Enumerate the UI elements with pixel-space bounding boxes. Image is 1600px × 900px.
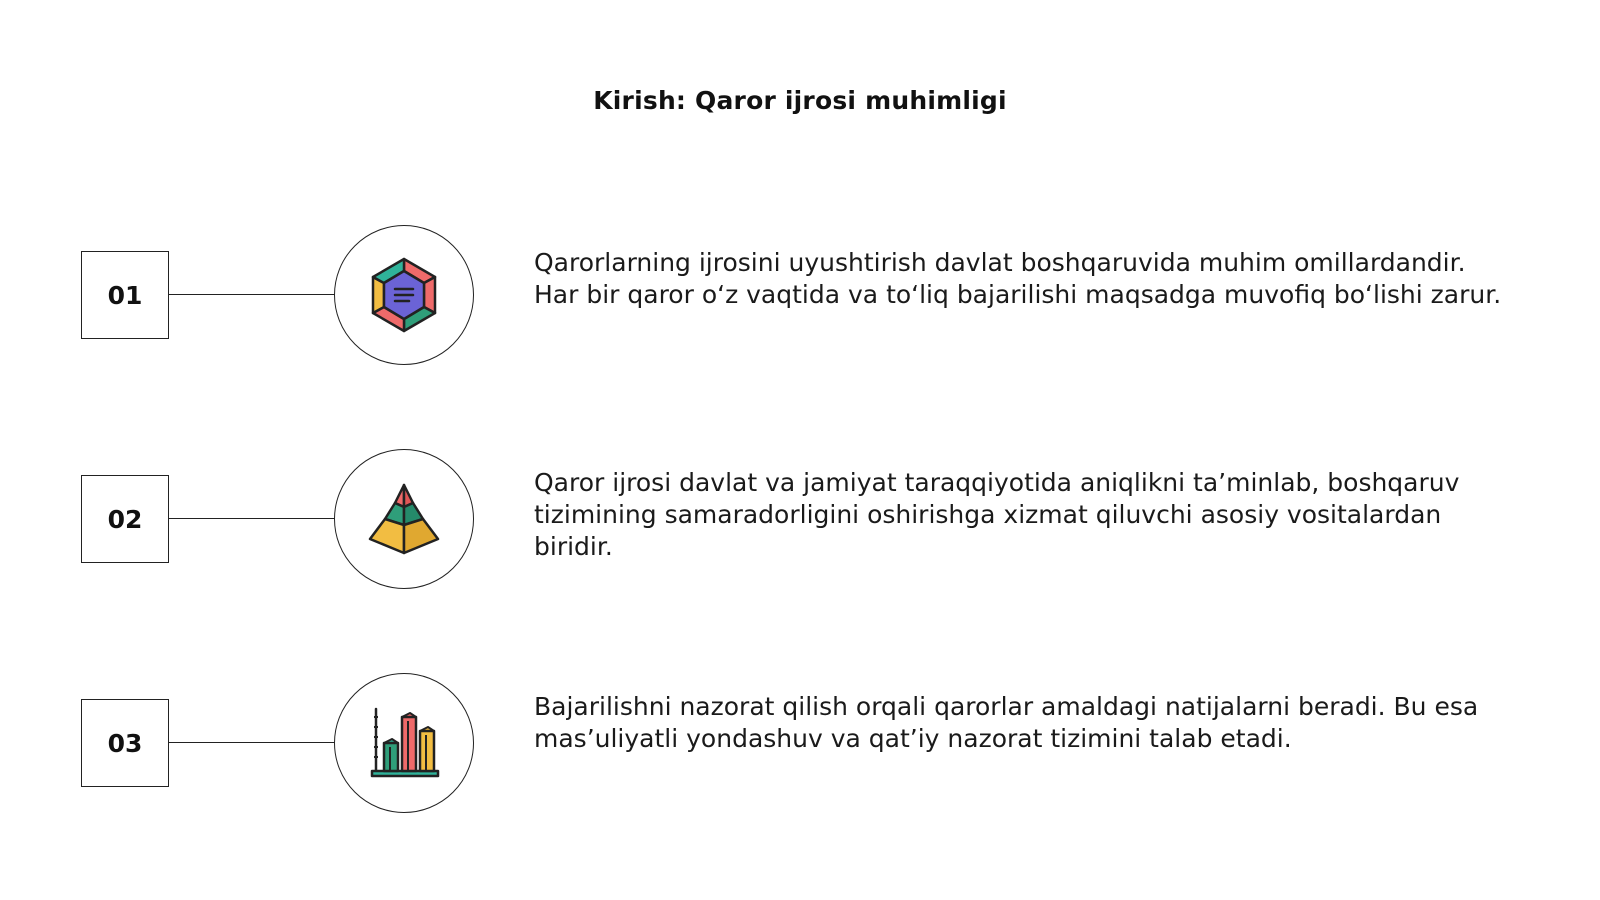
list-item xyxy=(0,449,1600,589)
item-description: Qarorlarning ijrosini uyushtirish davlat boshqaruvida muhim omillardandir. Har bir qaror o‘z vaqtida va to‘liq bajarilishi maqsadga muvofiq bo‘lishi zarur. xyxy=(534,248,1502,309)
connector-line xyxy=(169,518,335,519)
list-item xyxy=(0,225,1600,365)
item-number: 03 xyxy=(81,699,169,787)
item-number: 01 xyxy=(81,251,169,339)
icon-circle xyxy=(334,673,474,813)
connector-line xyxy=(169,742,335,743)
item-description: Qaror ijrosi davlat va jamiyat taraqqiyotida aniqlikni ta’minlab, boshqaruv tizimining samaradorligini oshirishga xizmat qiluvchi asosiy vositalardan biridir. xyxy=(534,468,1460,561)
bar-chart-icon xyxy=(364,703,444,783)
page-title: Kirish: Qaror ijrosi muhimligi xyxy=(593,86,1007,115)
icon-circle xyxy=(334,449,474,589)
item-description: Bajarilishni nazorat qilish orqali qarorlar amaldagi natijalarni beradi. Bu esa mas’uliyatli yondashuv va qat’iy nazorat tizimini talab etadi. xyxy=(534,692,1479,753)
pyramid-icon xyxy=(364,479,444,559)
icon-circle xyxy=(334,225,474,365)
connector-line xyxy=(169,294,335,295)
hexagon-document-icon xyxy=(364,255,444,335)
list-item xyxy=(0,673,1600,813)
item-number: 02 xyxy=(81,475,169,563)
